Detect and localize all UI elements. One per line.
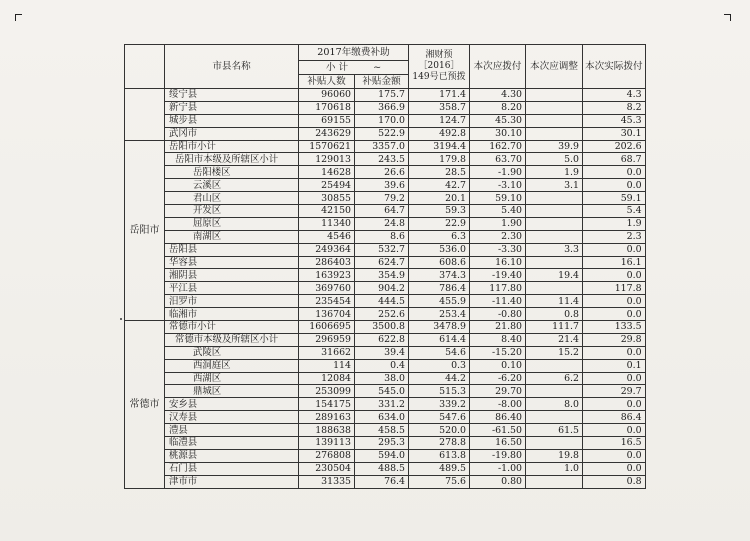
cell-people: 31335	[299, 475, 355, 488]
cell-prepaid: 75.6	[409, 475, 470, 488]
corner-mark-right	[724, 14, 731, 21]
cell-prepaid: 44.2	[409, 372, 470, 385]
cell-prepaid: 3194.4	[409, 140, 470, 153]
cell-actual: 0.0	[583, 269, 646, 282]
cell-amount: 38.0	[355, 372, 409, 385]
cell-due: 63.70	[470, 153, 526, 166]
table-row	[125, 346, 646, 359]
table-row	[125, 282, 646, 295]
cell-people: 69155	[299, 114, 355, 127]
cell-name: 岳阳县	[165, 243, 299, 256]
table-row	[125, 269, 646, 282]
cell-amount: 488.5	[355, 462, 409, 475]
cell-name: 南湖区	[165, 230, 299, 243]
table-row	[125, 89, 646, 102]
cell-people: 289163	[299, 411, 355, 424]
cell-adjust: 21.4	[526, 333, 583, 346]
cell-adjust: 3.3	[526, 243, 583, 256]
cell-due: 29.70	[470, 385, 526, 398]
cell-due: 0.80	[470, 475, 526, 488]
table-row	[125, 308, 646, 321]
table-row	[125, 101, 646, 114]
cell-adjust: 61.5	[526, 424, 583, 437]
cell-actual: 29.7	[583, 385, 646, 398]
cell-adjust	[526, 282, 583, 295]
cell-adjust: 1.9	[526, 166, 583, 179]
table-row	[125, 166, 646, 179]
cell-actual: 5.4	[583, 205, 646, 218]
header-amount: 补贴金额	[355, 75, 409, 89]
table-row	[125, 243, 646, 256]
table-row	[125, 127, 646, 140]
cell-amount: 634.0	[355, 411, 409, 424]
cell-adjust	[526, 411, 583, 424]
cell-prepaid: 6.3	[409, 230, 470, 243]
cell-name: 安乡县	[165, 398, 299, 411]
table-body	[125, 89, 646, 489]
cell-name: 临澧县	[165, 437, 299, 450]
cell-amount: 79.2	[355, 192, 409, 205]
cell-actual: 0.0	[583, 308, 646, 321]
cell-amount: 458.5	[355, 424, 409, 437]
city-cell: 岳阳市	[125, 140, 165, 320]
table-row	[125, 333, 646, 346]
header-group-2017: 2017年缴费补助	[299, 45, 409, 61]
cell-adjust: 6.2	[526, 372, 583, 385]
cell-people: 14628	[299, 166, 355, 179]
subsidy-table	[124, 44, 646, 489]
cell-name: 汉寿县	[165, 411, 299, 424]
cell-people: 170618	[299, 101, 355, 114]
table-row	[125, 256, 646, 269]
cell-amount: 39.4	[355, 346, 409, 359]
cell-name: 西洞庭区	[165, 359, 299, 372]
header-subtotal	[299, 61, 409, 75]
cell-name: 津市市	[165, 475, 299, 488]
cell-amount: 26.6	[355, 166, 409, 179]
table-row	[125, 449, 646, 462]
cell-people: 129013	[299, 153, 355, 166]
cell-amount: 0.4	[355, 359, 409, 372]
corner-mark-left	[15, 14, 22, 21]
cell-actual: 86.4	[583, 411, 646, 424]
cell-adjust	[526, 437, 583, 450]
cell-amount: 64.7	[355, 205, 409, 218]
cell-prepaid: 515.3	[409, 385, 470, 398]
cell-adjust	[526, 89, 583, 102]
cell-amount: 3500.8	[355, 321, 409, 334]
cell-adjust	[526, 205, 583, 218]
cell-amount: 522.9	[355, 127, 409, 140]
cell-name: 湘阴县	[165, 269, 299, 282]
cell-adjust: 1.0	[526, 462, 583, 475]
cell-due: 4.30	[470, 89, 526, 102]
cell-prepaid: 339.2	[409, 398, 470, 411]
cell-people: 114	[299, 359, 355, 372]
cell-adjust: 15.2	[526, 346, 583, 359]
cell-name: 武陵区	[165, 346, 299, 359]
cell-adjust	[526, 217, 583, 230]
header-col-name: 市县名称	[165, 45, 299, 89]
cell-name: 屈原区	[165, 217, 299, 230]
cell-name: 华容县	[165, 256, 299, 269]
cell-name: 绥宁县	[165, 89, 299, 102]
cell-due: 16.10	[470, 256, 526, 269]
table-row	[125, 385, 646, 398]
cell-people: 96060	[299, 89, 355, 102]
cell-due: 0.10	[470, 359, 526, 372]
cell-due: -1.90	[470, 166, 526, 179]
cell-actual: 0.0	[583, 398, 646, 411]
cell-prepaid: 358.7	[409, 101, 470, 114]
cell-amount: 354.9	[355, 269, 409, 282]
cell-prepaid: 608.6	[409, 256, 470, 269]
cell-amount: 8.6	[355, 230, 409, 243]
table-row	[125, 437, 646, 450]
cell-name: 西湖区	[165, 372, 299, 385]
cell-people: 296959	[299, 333, 355, 346]
cell-name: 君山区	[165, 192, 299, 205]
cell-name: 岳阳市本级及所辖区小计	[165, 153, 299, 166]
cell-due: -61.50	[470, 424, 526, 437]
cell-name: 武冈市	[165, 127, 299, 140]
cell-people: 276808	[299, 449, 355, 462]
city-cell: 常德市	[125, 321, 165, 489]
cell-prepaid: 278.8	[409, 437, 470, 450]
cell-due: -3.10	[470, 179, 526, 192]
cell-due: -6.20	[470, 372, 526, 385]
cell-due: 8.40	[470, 333, 526, 346]
cell-people: 25494	[299, 179, 355, 192]
cell-actual: 0.0	[583, 295, 646, 308]
cell-adjust	[526, 385, 583, 398]
table-row	[125, 140, 646, 153]
cell-adjust: 19.4	[526, 269, 583, 282]
cell-people: 249364	[299, 243, 355, 256]
cell-due: 16.50	[470, 437, 526, 450]
cell-prepaid: 179.8	[409, 153, 470, 166]
cell-due: -3.30	[470, 243, 526, 256]
cell-people: 4546	[299, 230, 355, 243]
cell-people: 253099	[299, 385, 355, 398]
cell-due: -8.00	[470, 398, 526, 411]
cell-actual: 8.2	[583, 101, 646, 114]
cell-actual: 133.5	[583, 321, 646, 334]
table-row	[125, 398, 646, 411]
cell-name: 澧县	[165, 424, 299, 437]
cell-actual: 30.1	[583, 127, 646, 140]
cell-adjust: 19.8	[526, 449, 583, 462]
cell-amount: 331.2	[355, 398, 409, 411]
cell-adjust	[526, 192, 583, 205]
header-subtotal-label: 小 计	[325, 62, 349, 73]
cell-due: 8.20	[470, 101, 526, 114]
table-row	[125, 359, 646, 372]
cell-due: 1.90	[470, 217, 526, 230]
cell-people: 230504	[299, 462, 355, 475]
cell-name: 常德市小计	[165, 321, 299, 334]
cell-adjust	[526, 475, 583, 488]
cell-people: 154175	[299, 398, 355, 411]
cell-prepaid: 253.4	[409, 308, 470, 321]
cell-people: 1570621	[299, 140, 355, 153]
cell-name: 开发区	[165, 205, 299, 218]
cell-due: 5.40	[470, 205, 526, 218]
cell-amount: 622.8	[355, 333, 409, 346]
cell-people: 11340	[299, 217, 355, 230]
header-blank-cell	[125, 45, 165, 89]
cell-amount: 366.9	[355, 101, 409, 114]
cell-amount: 39.6	[355, 179, 409, 192]
table-row	[125, 114, 646, 127]
cell-adjust: 3.1	[526, 179, 583, 192]
city-cell	[125, 89, 165, 141]
cell-actual: 4.3	[583, 89, 646, 102]
cell-name: 临湘市	[165, 308, 299, 321]
cell-prepaid: 614.4	[409, 333, 470, 346]
cell-actual: 117.8	[583, 282, 646, 295]
cell-actual: 0.0	[583, 372, 646, 385]
cell-amount: 243.5	[355, 153, 409, 166]
cell-people: 243629	[299, 127, 355, 140]
cell-adjust: 0.8	[526, 308, 583, 321]
table-row	[125, 153, 646, 166]
cell-name: 新宁县	[165, 101, 299, 114]
header-subtotal-mark: ~	[373, 62, 382, 73]
cell-due: 162.70	[470, 140, 526, 153]
cell-name: 常德市本级及所辖区小计	[165, 333, 299, 346]
cell-actual: 16.5	[583, 437, 646, 450]
cell-people: 1606695	[299, 321, 355, 334]
cell-people: 136704	[299, 308, 355, 321]
header-people: 补贴人数	[299, 75, 355, 89]
cell-actual: 0.0	[583, 424, 646, 437]
cell-amount: 76.4	[355, 475, 409, 488]
cell-actual: 0.0	[583, 449, 646, 462]
cell-adjust	[526, 127, 583, 140]
cell-adjust	[526, 230, 583, 243]
cell-actual: 16.1	[583, 256, 646, 269]
cell-amount: 532.7	[355, 243, 409, 256]
cell-name: 岳阳市小计	[165, 140, 299, 153]
cell-prepaid: 42.7	[409, 179, 470, 192]
cell-actual: 0.0	[583, 179, 646, 192]
cell-actual: 0.1	[583, 359, 646, 372]
cell-amount: 24.8	[355, 217, 409, 230]
cell-amount: 252.6	[355, 308, 409, 321]
cell-amount: 444.5	[355, 295, 409, 308]
header-actual: 本次实际拨付	[583, 45, 646, 89]
cell-prepaid: 3478.9	[409, 321, 470, 334]
table-row	[125, 475, 646, 488]
cell-actual: 202.6	[583, 140, 646, 153]
table-row	[125, 205, 646, 218]
table-header	[125, 45, 646, 89]
cell-adjust: 39.9	[526, 140, 583, 153]
cell-adjust: 8.0	[526, 398, 583, 411]
cell-prepaid: 54.6	[409, 346, 470, 359]
cell-actual: 2.3	[583, 230, 646, 243]
table-row	[125, 462, 646, 475]
cell-prepaid: 613.8	[409, 449, 470, 462]
cell-actual: 0.0	[583, 166, 646, 179]
table-row	[125, 321, 646, 334]
cell-prepaid: 124.7	[409, 114, 470, 127]
cell-prepaid: 28.5	[409, 166, 470, 179]
cell-adjust	[526, 359, 583, 372]
cell-name: 鼎城区	[165, 385, 299, 398]
cell-prepaid: 374.3	[409, 269, 470, 282]
cell-prepaid: 171.4	[409, 89, 470, 102]
cell-name: 平江县	[165, 282, 299, 295]
cell-actual: 0.0	[583, 243, 646, 256]
cell-actual: 1.9	[583, 217, 646, 230]
cell-prepaid: 0.3	[409, 359, 470, 372]
cell-prepaid: 455.9	[409, 295, 470, 308]
cell-name: 岳阳楼区	[165, 166, 299, 179]
cell-people: 286403	[299, 256, 355, 269]
cell-name: 汨罗市	[165, 295, 299, 308]
cell-actual: 45.3	[583, 114, 646, 127]
cell-prepaid: 536.0	[409, 243, 470, 256]
cell-adjust	[526, 114, 583, 127]
cell-amount: 3357.0	[355, 140, 409, 153]
cell-prepaid: 489.5	[409, 462, 470, 475]
cell-people: 369760	[299, 282, 355, 295]
cell-actual: 59.1	[583, 192, 646, 205]
cell-adjust: 5.0	[526, 153, 583, 166]
table-row	[125, 295, 646, 308]
cell-people: 12084	[299, 372, 355, 385]
cell-prepaid: 59.3	[409, 205, 470, 218]
cell-people: 163923	[299, 269, 355, 282]
cell-due: 117.80	[470, 282, 526, 295]
cell-name: 云溪区	[165, 179, 299, 192]
cell-name: 石门县	[165, 462, 299, 475]
cell-due: 2.30	[470, 230, 526, 243]
header-prepaid: 湘财预［2016］149号已预拨	[409, 45, 470, 89]
cell-amount: 295.3	[355, 437, 409, 450]
table-row	[125, 424, 646, 437]
cell-adjust	[526, 256, 583, 269]
table-row	[125, 179, 646, 192]
cell-amount: 624.7	[355, 256, 409, 269]
cell-due: -1.00	[470, 462, 526, 475]
cell-due: 21.80	[470, 321, 526, 334]
cell-actual: 0.8	[583, 475, 646, 488]
cell-prepaid: 786.4	[409, 282, 470, 295]
cell-actual: 0.0	[583, 346, 646, 359]
table-row	[125, 372, 646, 385]
cell-people: 42150	[299, 205, 355, 218]
cell-amount: 170.0	[355, 114, 409, 127]
cell-people: 188638	[299, 424, 355, 437]
cell-actual: 68.7	[583, 153, 646, 166]
cell-due: 30.10	[470, 127, 526, 140]
cell-adjust: 11.4	[526, 295, 583, 308]
cell-prepaid: 20.1	[409, 192, 470, 205]
cell-adjust: 111.7	[526, 321, 583, 334]
cell-people: 31662	[299, 346, 355, 359]
cell-amount: 594.0	[355, 449, 409, 462]
cell-amount: 545.0	[355, 385, 409, 398]
cell-amount: 904.2	[355, 282, 409, 295]
cell-due: -15.20	[470, 346, 526, 359]
cell-name: 城步县	[165, 114, 299, 127]
table-row	[125, 411, 646, 424]
cell-people: 139113	[299, 437, 355, 450]
table-row	[125, 230, 646, 243]
cell-due: 86.40	[470, 411, 526, 424]
cell-adjust	[526, 101, 583, 114]
cell-prepaid: 520.0	[409, 424, 470, 437]
cell-due: -0.80	[470, 308, 526, 321]
cell-people: 235454	[299, 295, 355, 308]
cell-prepaid: 492.8	[409, 127, 470, 140]
header-adjust: 本次应调整	[526, 45, 583, 89]
scan-speck	[120, 318, 122, 320]
table-row	[125, 192, 646, 205]
cell-actual: 29.8	[583, 333, 646, 346]
cell-due: -19.40	[470, 269, 526, 282]
header-due: 本次应拨付	[470, 45, 526, 89]
cell-prepaid: 22.9	[409, 217, 470, 230]
cell-name: 桃源县	[165, 449, 299, 462]
cell-due: 59.10	[470, 192, 526, 205]
cell-due: -19.80	[470, 449, 526, 462]
table-row	[125, 217, 646, 230]
cell-amount: 175.7	[355, 89, 409, 102]
cell-people: 30855	[299, 192, 355, 205]
cell-actual: 0.0	[583, 462, 646, 475]
cell-prepaid: 547.6	[409, 411, 470, 424]
cell-due: -11.40	[470, 295, 526, 308]
cell-due: 45.30	[470, 114, 526, 127]
